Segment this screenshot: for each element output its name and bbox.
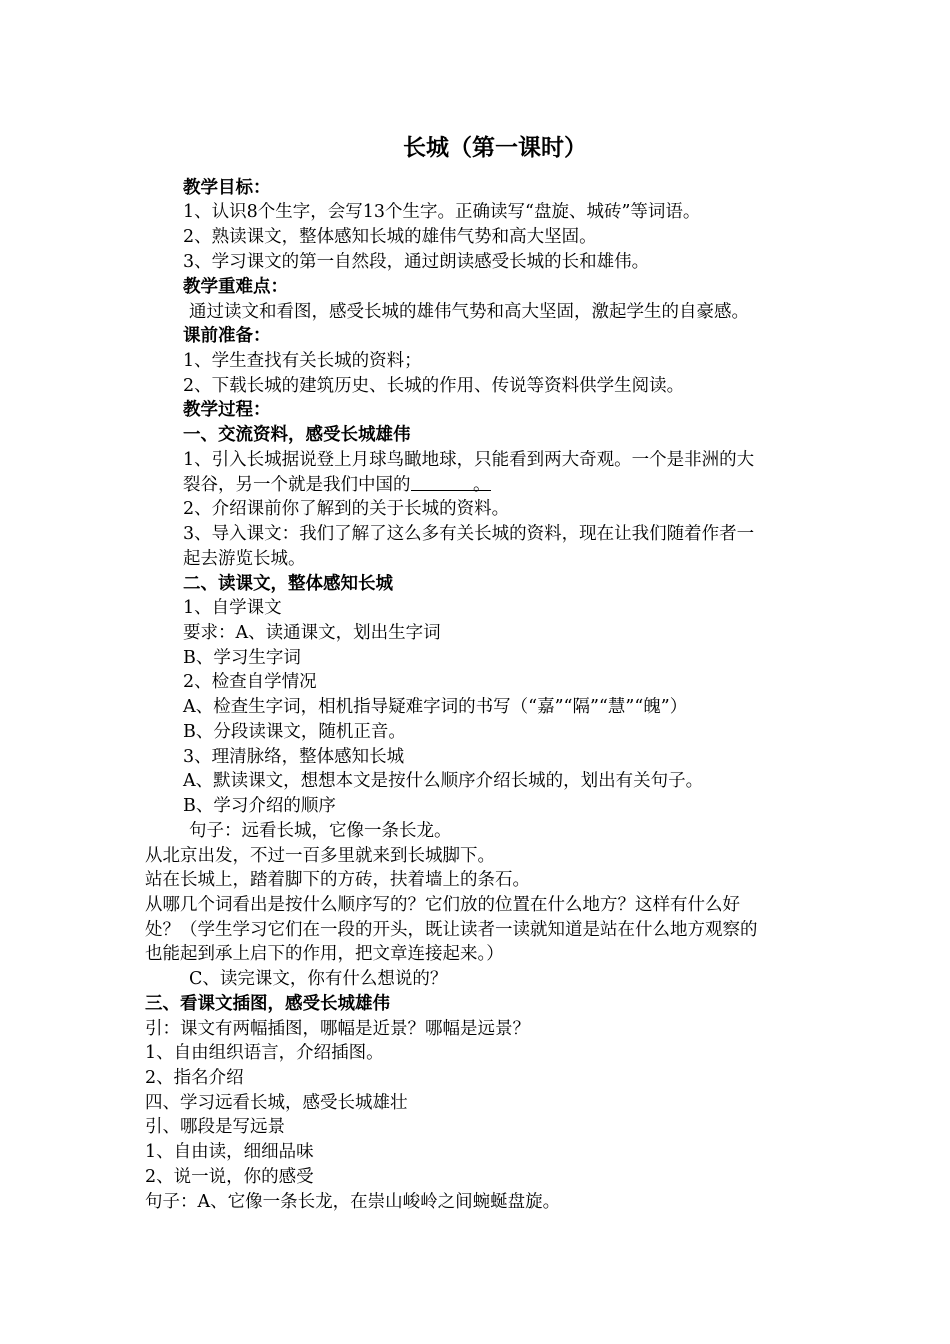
section-1-item-3a: 3、导入课文：我们了解了这么多有关长城的资料，现在让我们随着作者一	[183, 524, 755, 544]
section-2-item-2: 2、检查自学情况	[183, 672, 317, 692]
section-3-heading: 三、看课文插图，感受长城雄伟	[145, 994, 390, 1014]
objective-3: 3、学习课文的第一自然段，通过朗读感受长城的长和雄伟。	[183, 252, 650, 272]
section-3-intro: 引：课文有两幅插图，哪幅是近景？哪幅是远景？	[145, 1019, 530, 1039]
section-1-item-1b	[183, 473, 491, 497]
section-2-item-2b: B、分段读课文，随机正音。	[183, 722, 406, 742]
item-1b-text: 裂谷，另一个就是我们中国的	[183, 475, 411, 495]
section-2-item-2a: A、检查生字词，相机指导疑难字词的书写（“嘉”“隔”“慧”“魄”）	[183, 697, 688, 717]
section-1-heading: 一、交流资料，感受长城雄伟	[183, 425, 411, 445]
section-2-item-3a: A、默读课文，想想本文是按什么顺序介绍长城的，划出有关句子。	[183, 771, 704, 791]
section-1-item-3b: 起去游览长城。	[183, 549, 306, 569]
section-4-item-1: 1、自由读，细细品味	[145, 1142, 314, 1162]
sentence-1: 句子：远看长城，它像一条长龙。	[189, 821, 452, 841]
question-line-1: 从哪几个词看出是按什么顺序写的？它们放的位置在什么地方？这样有什么好	[145, 895, 740, 915]
heading-process: 教学过程：	[183, 400, 271, 420]
section-2-item-3: 3、理清脉络，整体感知长城	[183, 747, 405, 767]
heading-preparation: 课前准备：	[183, 326, 271, 346]
section-3-item-1: 1、自由组织语言，介绍插图。	[145, 1043, 384, 1063]
preparation-2: 2、下载长城的建筑历史、长城的作用、传说等资料供学生阅读。	[183, 376, 685, 396]
document-title: 长城（第一课时）	[403, 134, 587, 161]
heading-objectives: 教学目标：	[183, 178, 271, 198]
section-1-item-1a: 1、引入长城据说登上月球鸟瞰地球，只能看到两大奇观。一个是非洲的大	[183, 450, 755, 470]
section-2-item-3b: B、学习介绍的顺序	[183, 796, 336, 816]
section-4-item-2: 2、说一说，你的感受	[145, 1167, 314, 1187]
section-4-heading: 四、学习远看长城，感受长城雄壮	[145, 1093, 408, 1113]
section-2-heading: 二、读课文，整体感知长城	[183, 574, 393, 594]
question-line-2: 处？（学生学习它们在一段的开头，既让读者一读就知道是站在什么地方观察的	[145, 920, 758, 940]
section-2-item-1: 1、自学课文	[183, 598, 282, 618]
key-points-text: 通过读文和看图，感受长城的雄伟气势和高大坚固，激起学生的自豪感。	[189, 302, 749, 322]
section-2-item-3c: C、读完课文，你有什么想说的？	[189, 969, 448, 989]
section-4-intro: 引、哪段是写远景	[145, 1117, 285, 1137]
section-2-requirement: 要求：A、读通课文，划出生字词	[183, 623, 441, 643]
section-4-sentence: 句子：A、它像一条长龙，在崇山峻岭之间蜿蜒盘旋。	[145, 1192, 561, 1212]
preparation-1: 1、学生查找有关长城的资料；	[183, 351, 422, 371]
sentence-2: 从北京出发，不过一百多里就来到长城脚下。	[145, 846, 495, 866]
section-3-item-2: 2、指名介绍	[145, 1068, 244, 1088]
section-2-item-b: B、学习生字词	[183, 648, 301, 668]
heading-key-points: 教学重难点：	[183, 277, 288, 297]
objective-2: 2、熟读课文，整体感知长城的雄伟气势和高大坚固。	[183, 227, 597, 247]
section-1-item-2: 2、介绍课前你了解到的关于长城的资料。	[183, 499, 510, 519]
objective-1: 1、认识8个生字，会写13个生字。正确读写“盘旋、城砖”等词语。	[183, 202, 701, 222]
question-line-3: 也能起到承上启下的作用，把文章连接起来。）	[145, 944, 504, 964]
fill-in-blank: 。	[411, 473, 491, 491]
sentence-3: 站在长城上，踏着脚下的方砖，扶着墙上的条石。	[145, 870, 530, 890]
